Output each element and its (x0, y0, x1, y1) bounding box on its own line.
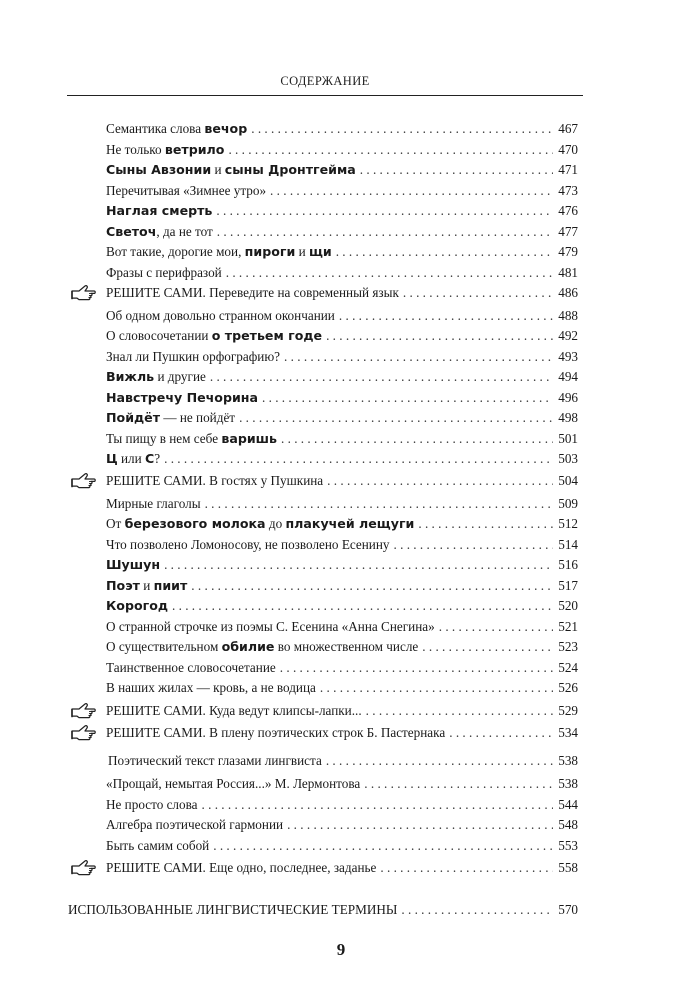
toc-entry-title (106, 201, 212, 221)
toc-entry-page: 516 (558, 557, 578, 572)
toc-entry-page: 520 (558, 598, 578, 613)
toc-entry-title (106, 326, 322, 346)
toc-entry-title-bold-part: Ц (106, 451, 118, 466)
toc-entry-title-part: Перечитывая «Зимнее утро» (106, 183, 267, 198)
toc-entry-page: 470 (558, 142, 578, 157)
toc-entry-page: 529 (558, 703, 578, 718)
toc-entry-page: 476 (558, 203, 578, 218)
toc-entry-page: 523 (558, 639, 578, 654)
toc-entry-title-bold-part: пироги (244, 244, 296, 259)
toc-entry-page: 514 (558, 537, 578, 552)
toc-entry-title-bold-part: Пойдёт (106, 410, 161, 425)
toc-entry-title (106, 408, 235, 428)
dot-leader (280, 658, 553, 678)
toc-entry-page: 534 (558, 725, 578, 740)
toc-entry-page: 503 (558, 451, 578, 466)
toc-entry (106, 242, 578, 262)
toc-entry (106, 222, 578, 242)
toc-entry-title (106, 637, 418, 657)
toc-entry-title-part: Таинственное словосочетание (106, 660, 276, 675)
toc-entry-title (106, 723, 445, 743)
toc-entry (106, 326, 578, 346)
toc-entry-title-part: О словосочетании (106, 328, 212, 343)
toc-entry-page: 488 (558, 308, 578, 323)
toc-entry-title-part: РЕШИТЕ САМИ. Еще одно, последнее, заданье (106, 860, 377, 875)
toc-entry (106, 367, 578, 387)
dot-leader (202, 795, 553, 815)
toc-entry-page: 481 (558, 265, 578, 280)
dot-leader (320, 678, 553, 698)
dot-leader (287, 815, 553, 835)
toc-entry-title-bold-part: Поэт (106, 578, 140, 593)
toc-entry-title-part: и (295, 244, 309, 259)
toc-entry-page: 544 (558, 797, 578, 812)
toc-entry-title-part: — не пойдёт (160, 410, 236, 425)
dot-leader (281, 429, 553, 449)
dot-leader (210, 367, 553, 387)
toc-entry (106, 471, 578, 491)
pointing-hand-icon (70, 702, 98, 720)
toc-entry-title-bold-part: Шушун (106, 557, 161, 572)
toc-entry (106, 306, 578, 326)
toc-entry-title-part: Поэтический текст глазами лингвиста (108, 753, 322, 768)
toc-entry (106, 658, 578, 678)
toc-entry-title-part: Об одном довольно странном окончании (106, 308, 335, 323)
dot-leader (418, 514, 553, 534)
dot-leader (336, 242, 553, 262)
dot-leader (360, 160, 553, 180)
page-number: 9 (336, 940, 346, 959)
dot-leader (164, 449, 553, 469)
dot-leader (326, 326, 553, 346)
toc-entry-page: 496 (558, 390, 578, 405)
toc-entry-page: 509 (558, 496, 578, 511)
toc-entry-title-part: РЕШИТЕ САМИ. Переведите на современный язык (106, 285, 399, 300)
toc-entry-page: 473 (558, 183, 578, 198)
toc-entry-title-part: ИСПОЛЬЗОВАННЫЕ ЛИНГВИСТИЧЕСКИЕ ТЕРМИНЫ (68, 902, 398, 917)
toc-entry-title (106, 555, 160, 575)
toc-entry (68, 900, 578, 920)
toc-entry (106, 678, 578, 698)
toc-entry-title (106, 617, 435, 637)
pointing-hand-icon (70, 859, 98, 877)
dot-leader (449, 723, 553, 743)
toc-entry-title (106, 858, 376, 878)
dot-leader (239, 408, 553, 428)
toc-entry-title (106, 347, 280, 367)
toc-entry-title (106, 576, 187, 596)
toc-entry-title-bold-part: варишь (221, 431, 278, 446)
toc-entry-page: 504 (558, 473, 578, 488)
toc-entry (106, 514, 578, 534)
dot-leader (327, 471, 553, 491)
toc-entry-title-part: РЕШИТЕ САМИ. Куда ведут клипсы-лапки... (106, 703, 362, 718)
toc-entry-title-part: во множественном числе (274, 639, 419, 654)
toc-entry-title (106, 678, 316, 698)
toc-entry-page: 553 (558, 838, 578, 853)
toc-entry-title-part: РЕШИТЕ САМИ. В гостях у Пушкина (106, 473, 324, 488)
toc-entry-page: 526 (558, 680, 578, 695)
toc-entry (106, 494, 578, 514)
toc-entry-title-part: «Прощай, немытая Россия...» М. Лермонтова (106, 776, 361, 791)
toc-entry (106, 815, 578, 835)
toc-entry-title (106, 119, 247, 139)
page-header: СОДЕРЖАНИЕ (280, 74, 370, 88)
toc-entry-title-bold-part: пиит (153, 578, 188, 593)
toc-entry-page: 548 (558, 817, 578, 832)
toc-entry-title-part: В наших жилах — кровь, а не водица (106, 680, 316, 695)
toc-entry (106, 576, 578, 596)
toc-entry-title-part: Алгебра поэтической гармонии (106, 817, 284, 832)
toc-entry-title (108, 751, 322, 771)
toc-entry-page: 471 (558, 162, 578, 177)
toc-entry-title-bold-part: плакучей лещуги (285, 516, 415, 531)
dot-leader (205, 494, 553, 514)
toc-entry-title (106, 388, 258, 408)
dot-leader (270, 181, 553, 201)
toc-entry-page: 479 (558, 244, 578, 259)
toc-entry-page: 498 (558, 410, 578, 425)
toc-entry-title-bold-part: сыны Дронтгейма (224, 162, 356, 177)
toc-entry-page: 524 (558, 660, 578, 675)
toc-entry-title-part: О существительном (106, 639, 222, 654)
dot-leader (439, 617, 553, 637)
toc-entry (106, 858, 578, 878)
toc-entry-title (106, 514, 414, 534)
toc-entry-title-part: О странной строчке из поэмы С. Есенина «Анна Снегина» (106, 619, 435, 634)
toc-entry-title-bold-part: Навстречу Печорина (106, 390, 258, 405)
toc-entry (106, 449, 578, 469)
toc-entry-page: 538 (558, 776, 578, 791)
toc-entry-title-bold-part: Наглая смерть (106, 203, 213, 218)
toc-entry-title-part: и (211, 162, 225, 177)
toc-entry-title-part: Знал ли Пушкин орфографию? (106, 349, 281, 364)
pointing-hand-icon (70, 284, 98, 302)
dot-leader (226, 263, 553, 283)
toc-entry-page: 521 (558, 619, 578, 634)
toc-entry-title (106, 471, 323, 491)
toc-entry-title (106, 140, 224, 160)
toc-entry-title (106, 283, 399, 303)
toc-entry-page: 501 (558, 431, 578, 446)
toc-entry (106, 774, 578, 794)
toc-entry-page: 492 (558, 328, 578, 343)
toc-entry (106, 701, 578, 721)
toc-entry-title-bold-part: вечор (204, 121, 248, 136)
toc-entry-title-part: Быть самим собой (106, 838, 210, 853)
toc-entry-title-part: Мирные глаголы (106, 496, 201, 511)
toc-entry (106, 388, 578, 408)
toc-entry-title-part: Не только (106, 142, 165, 157)
dot-leader (216, 201, 553, 221)
toc-entry-title-bold-part: Светоч (106, 224, 157, 239)
toc-entry-page: 477 (558, 224, 578, 239)
toc-entry-title (106, 596, 168, 616)
toc-entry-title-part: Не просто слова (106, 797, 198, 812)
toc-entry (106, 283, 578, 303)
toc-entry-page: 517 (558, 578, 578, 593)
dot-leader (164, 555, 553, 575)
toc-entry-page: 467 (558, 121, 578, 136)
toc-entry-page: 486 (558, 285, 578, 300)
dot-leader (364, 774, 553, 794)
toc-entry-title (106, 263, 222, 283)
pointing-hand-icon (70, 724, 98, 742)
toc-entry-title (106, 535, 390, 555)
toc-entry-title (106, 815, 283, 835)
toc-entry (106, 555, 578, 575)
dot-leader (422, 637, 553, 657)
toc-entry-title-bold-part: С (144, 451, 155, 466)
toc-entry-title-part: или (117, 451, 145, 466)
toc-entry (106, 408, 578, 428)
toc-entry-title (106, 449, 160, 469)
toc-entry-title (106, 795, 198, 815)
dot-leader (339, 306, 553, 326)
pointing-hand-icon (70, 472, 98, 490)
toc-entry-title-bold-part: Сыны Авзонии (106, 162, 212, 177)
toc-entry (106, 637, 578, 657)
toc-entry-title (106, 222, 213, 242)
dot-leader (191, 576, 553, 596)
toc-entry (106, 836, 578, 856)
toc-entry-title (106, 774, 360, 794)
toc-entry (108, 751, 578, 771)
toc-entry-title-bold-part: о третьем годе (211, 328, 323, 343)
toc-entry-page: 538 (558, 753, 578, 768)
dot-leader (172, 596, 553, 616)
toc-entry-title (106, 306, 335, 326)
toc-entry-title (106, 494, 201, 514)
toc-entry-title-part: Фразы с перифразой (106, 265, 222, 280)
toc-entry-title-bold-part: ветрило (164, 142, 225, 157)
toc-entry-title (106, 658, 276, 678)
toc-entry (106, 263, 578, 283)
toc-entry-title (106, 160, 356, 180)
toc-entry-title-part: Ты пищу в нем себе (106, 431, 222, 446)
toc-entry-page: 558 (558, 860, 578, 875)
dot-leader (284, 347, 553, 367)
toc-entry (106, 429, 578, 449)
toc-entry-title (106, 701, 362, 721)
toc-entry-title-bold-part: березового молока (124, 516, 266, 531)
toc-entry (106, 617, 578, 637)
dot-leader (213, 836, 553, 856)
dot-leader (366, 701, 553, 721)
toc-entry-title (106, 429, 277, 449)
toc-entry-title-part: и (139, 578, 154, 593)
toc-entry (106, 596, 578, 616)
toc-entry-title-part: РЕШИТЕ САМИ. В плену поэтических строк Б. Пастернака (106, 725, 446, 740)
toc-entry-title (106, 367, 206, 387)
dot-leader (394, 535, 553, 555)
toc-entry-title (106, 181, 266, 201)
toc-entry-title-bold-part: щи (308, 244, 332, 259)
dot-leader (217, 222, 553, 242)
toc-entry-page: 494 (558, 369, 578, 384)
dot-leader (403, 283, 553, 303)
toc-entry-title-bold-part: обилие (221, 639, 275, 654)
toc-entry (106, 723, 578, 743)
toc-entry-title-bold-part: Корогод (106, 598, 169, 613)
toc-entry-title-part: Вот такие, дорогие мои, (106, 244, 245, 259)
toc-entry (106, 201, 578, 221)
toc-entry-title-part: и другие (154, 369, 206, 384)
dot-leader (380, 858, 553, 878)
dot-leader (228, 140, 553, 160)
toc-entry-title-part: до (265, 516, 286, 531)
toc-entry-page: 512 (558, 516, 578, 531)
toc-entry (106, 535, 578, 555)
dot-leader (262, 388, 553, 408)
dot-leader (401, 900, 553, 920)
toc-entry-title (106, 242, 332, 262)
toc-entry-title-part: Семантика слова (106, 121, 205, 136)
toc-entry-title-part: ? (154, 451, 161, 466)
toc-entry-title (106, 836, 209, 856)
toc-entry (106, 119, 578, 139)
toc-entry-title-part: От (106, 516, 125, 531)
toc-entry (106, 795, 578, 815)
toc-entry (106, 160, 578, 180)
toc-entry-page: 493 (558, 349, 578, 364)
toc-entry (106, 181, 578, 201)
dot-leader (251, 119, 553, 139)
toc-entry (106, 140, 578, 160)
toc-entry-page: 570 (558, 902, 578, 917)
dot-leader (326, 751, 553, 771)
toc-entry-title-bold-part: Вижль (106, 369, 155, 384)
toc-entry-title-part: Что позволено Ломоносову, не позволено Есенину (106, 537, 390, 552)
toc-entry (106, 347, 578, 367)
toc-entry-title-part: , да не тот (156, 224, 213, 239)
toc-entry-title (68, 900, 397, 920)
